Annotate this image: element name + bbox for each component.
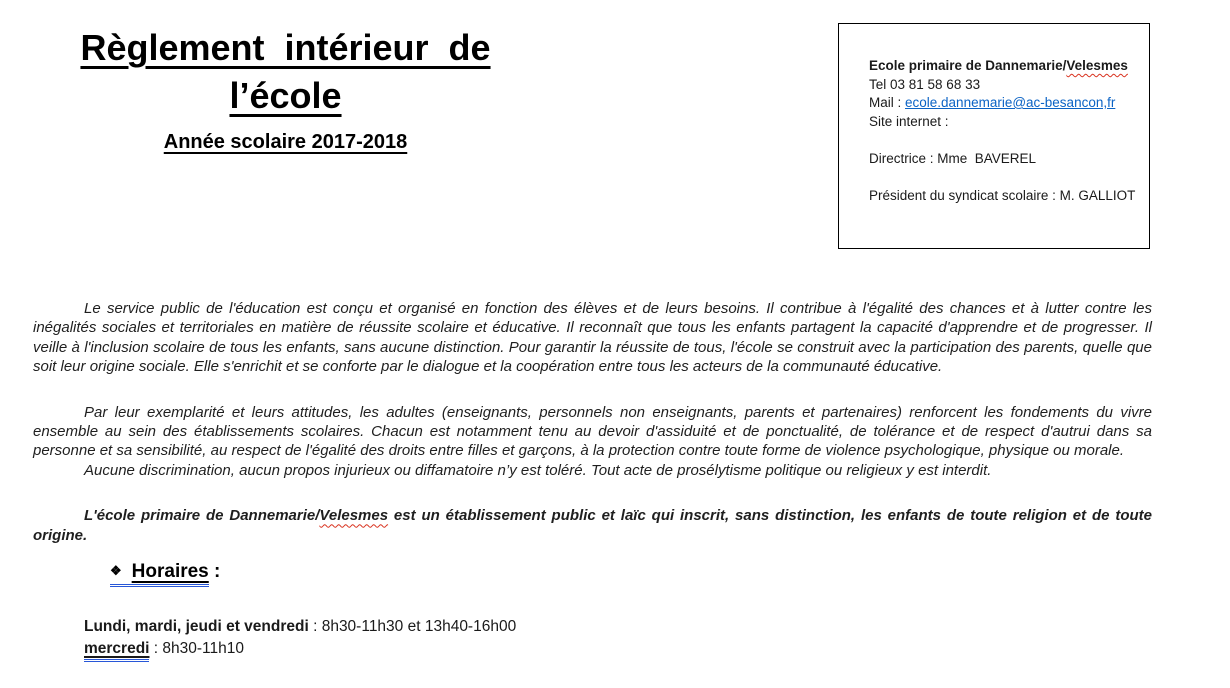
paragraph-ecole-laique — [33, 506, 1152, 545]
mail-link[interactable]: ecole.dannemarie@ac-besancon,fr — [905, 95, 1116, 110]
school-name-spellcheck-word: Velesmes — [1066, 58, 1128, 73]
school-name-prefix: Ecole primaire de Dannemarie/ — [869, 58, 1067, 73]
page-title-line-2: l’école — [229, 75, 342, 116]
horaires-label: Horaires — [131, 561, 209, 582]
ecole-laique-prefix: L'école primaire de Dannemarie/ — [84, 507, 320, 525]
paragraph-discrimination: Aucune discrimination, aucun propos injurieux ou diffamatoire n’y est toléré. Tout acte de prosélytisme politique ou religieux y est interdit. — [84, 461, 992, 479]
paragraph-exemplarite: Par leur exemplarité et leurs attitudes, les adultes (enseignants, personnels non enseignants, parents et partenaires) renforcent les fondements du vivre ensemble au sein des établissements scolaires. Chacun est notamment tenu au devoir d'assiduité et de ponctualité, de tolérance et de respect d'autrui dans sa personne et sa sensibilité, au respect de l'égalité des droits entre filles et garçons, à la protection contre toute forme de violence psychologique, physique ou morale. — [33, 403, 1152, 460]
schedule-weekdays-line — [84, 616, 516, 638]
diamond-bullet-icon: ❖ — [110, 563, 122, 578]
schedule-weekdays-label: Lundi, mardi, jeudi et vendredi — [84, 618, 309, 635]
ecole-laique-spellcheck-word: Velesmes — [319, 507, 389, 525]
schedule-wednesday-label: mercredi — [84, 640, 149, 662]
paragraph-service-public: Le service public de l'éducation est conçu et organisé en fonction des élèves et de leurs besoins. Il contribue à l'égalité des chances et à lutter contre les inégalités sociales et territoriales en matière de réussite scolaire et éducative. Il reconnaît que tous les enfants partagent la capacité d'apprendre et de progresser. Il veille à l'inclusion scolaire de tous les enfants, sans aucune distinction. Pour garantir la réussite de tous, l'école se construit avec la participation des parents, quelle que soit leur origine sociale. Elle s'enrichit et se conforte par le dialogue et la coopération entre tous les acteurs de la communauté éducative. — [33, 300, 1152, 376]
school-mail-line — [869, 94, 1141, 113]
page-title-line-1: Règlement intérieur de — [80, 27, 491, 68]
schedule-weekdays-hours: : 8h30-11h30 et 13h40-16h00 — [308, 618, 517, 635]
school-info-box — [838, 23, 1150, 249]
horaires-heading — [110, 561, 220, 583]
horaires-grammar-underline-group — [110, 561, 209, 587]
school-phone: Tel 03 81 58 68 33 — [869, 76, 981, 92]
document-title-block — [58, 24, 513, 154]
directrice-line: Directrice : Mme BAVEREL — [869, 150, 1037, 166]
horaires-colon: : — [208, 561, 221, 582]
schedule-wednesday-line — [84, 638, 516, 660]
mail-label: Mail : — [869, 95, 906, 110]
school-website-line: Site internet : — [869, 113, 949, 129]
schedule-block — [84, 616, 516, 660]
schedule-wednesday-hours: : 8h30-11h10 — [149, 640, 244, 657]
president-line: Président du syndicat scolaire : M. GALLIOT — [869, 187, 1136, 203]
ecole-laique-suffix: est un établissement public et laïc qui inscrit, sans distinction, les enfants de toute religion et de toute origine. — [33, 507, 1152, 544]
school-name-line — [869, 57, 1141, 76]
document-body — [33, 299, 1152, 545]
subtitle-school-year: Année scolaire 2017-2018 — [163, 131, 408, 153]
